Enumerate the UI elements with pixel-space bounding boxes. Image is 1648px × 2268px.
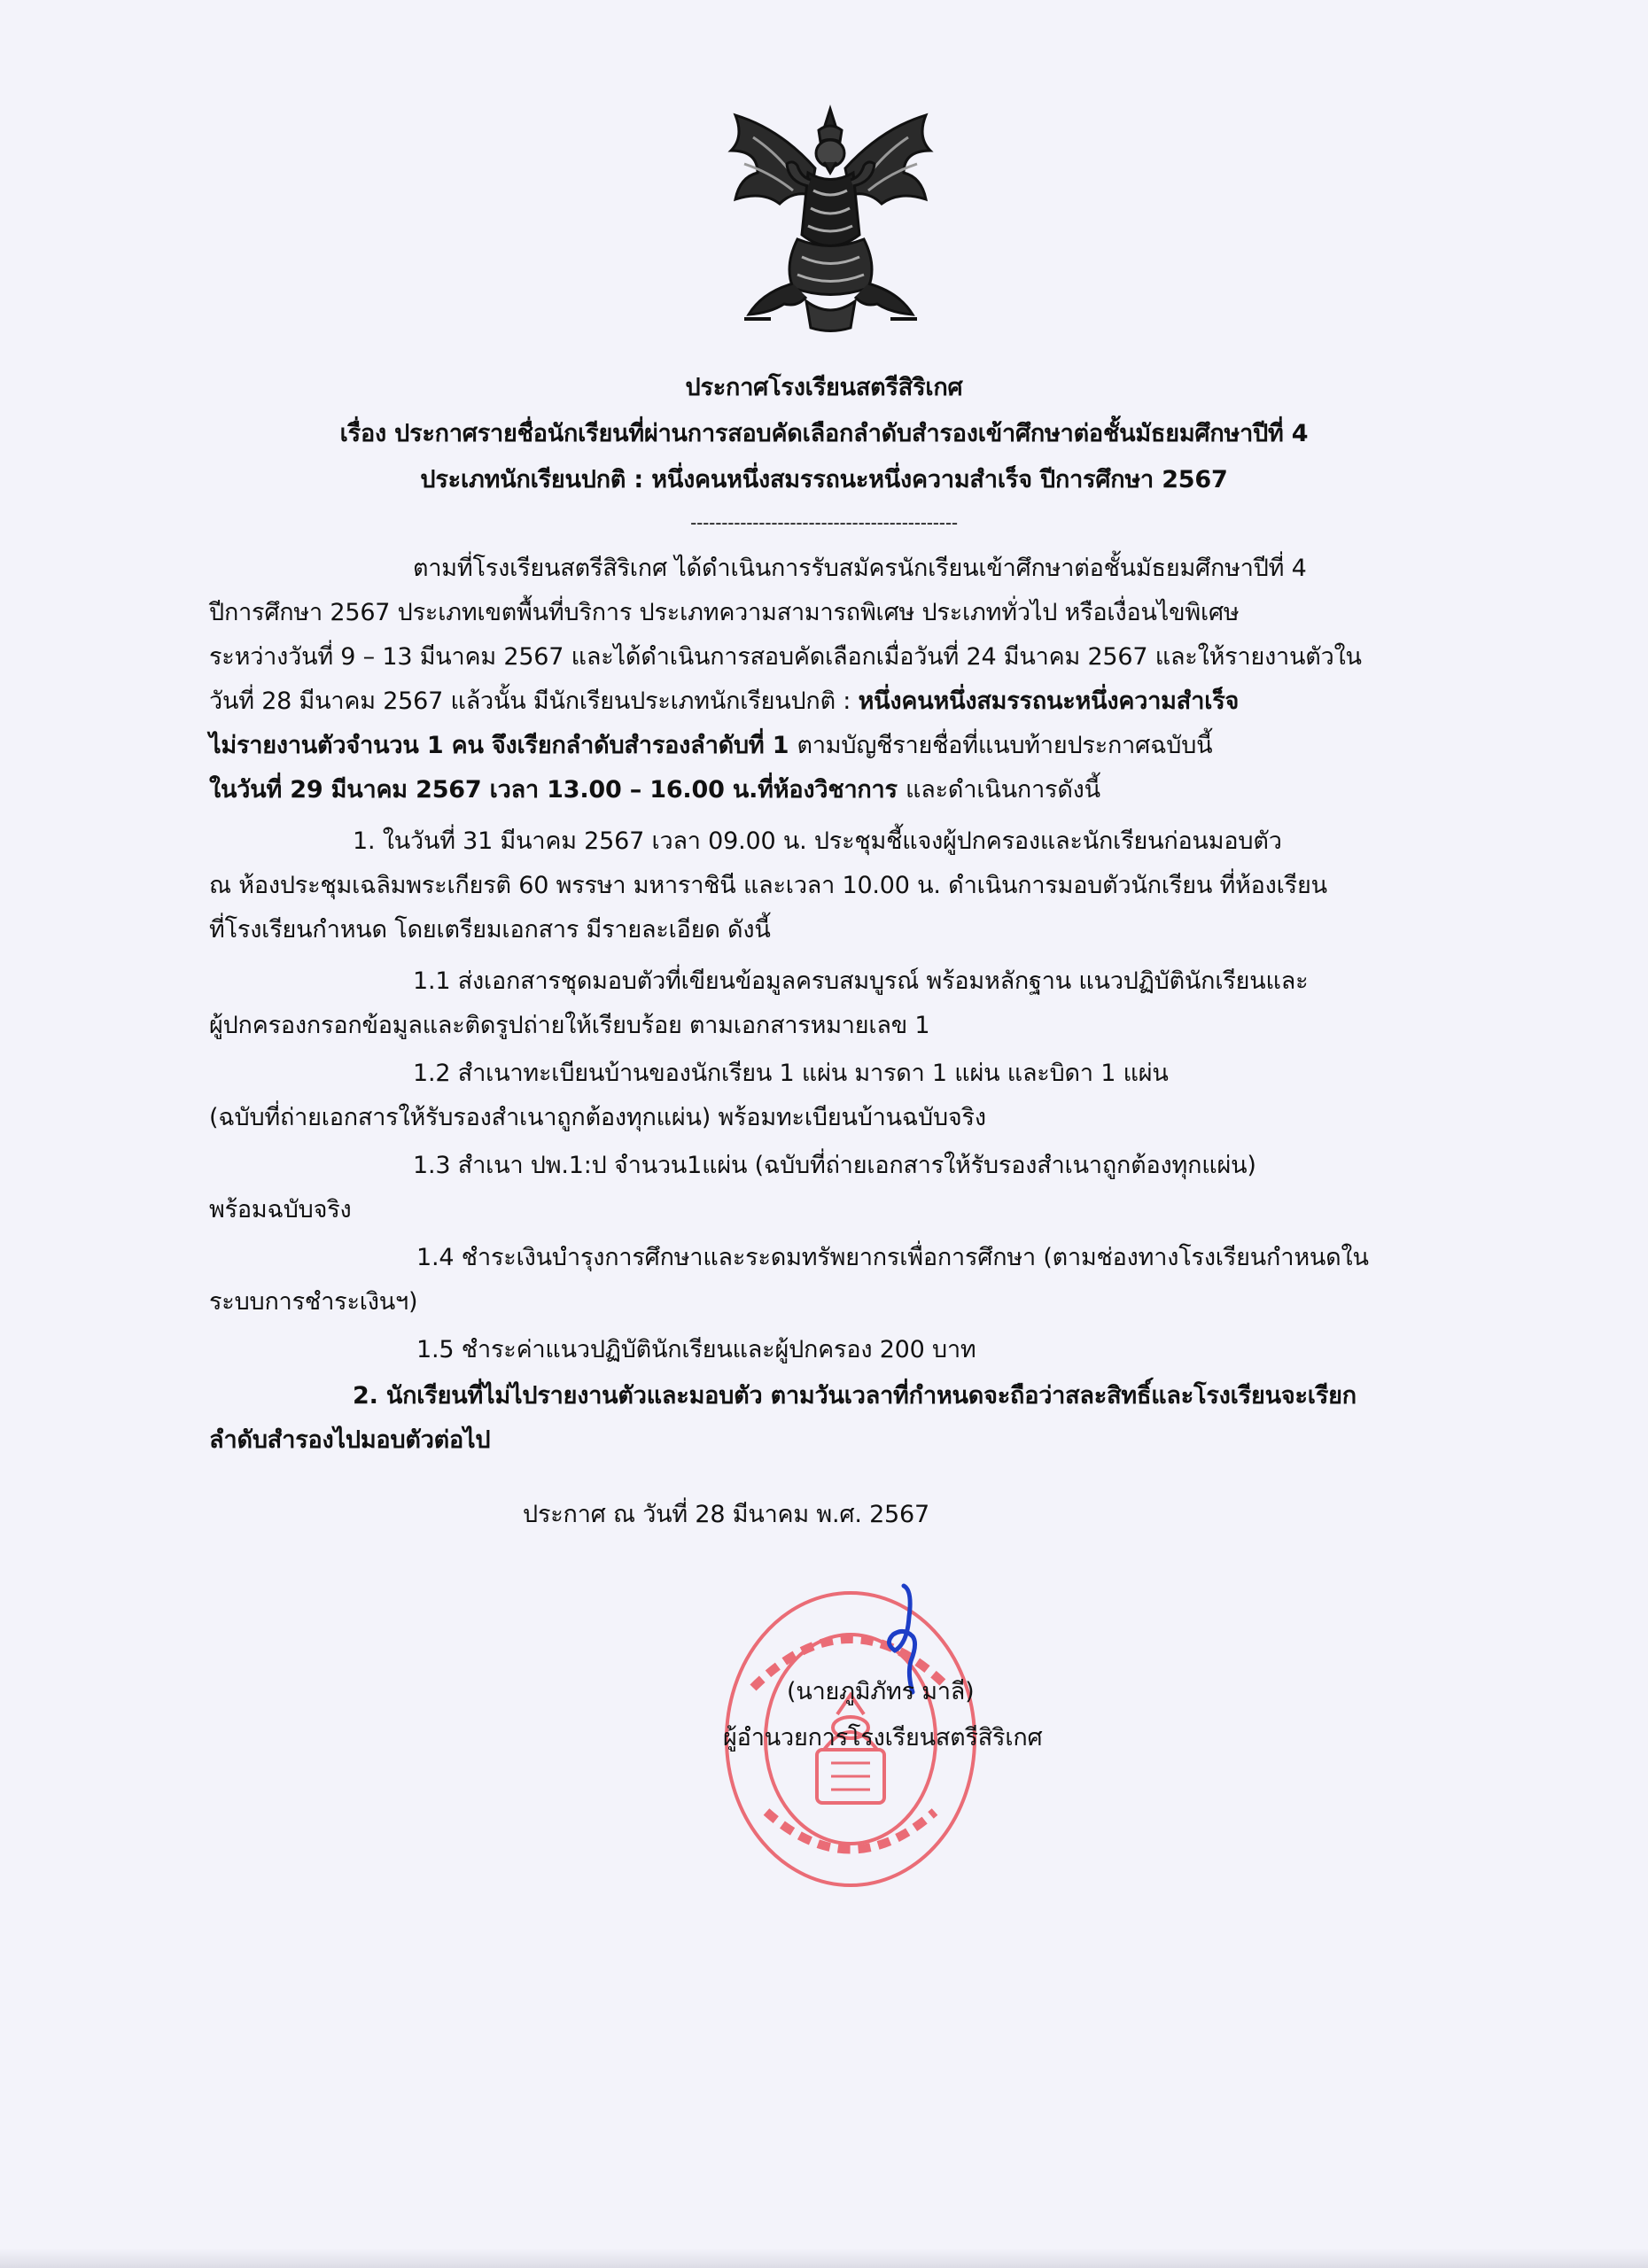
list-item-2: 2. นักเรียนที่ไม่ไปรายงานตัวและมอบตัว ตามวันเวลาที่กำหนดจะถือว่าสละสิทธิ์และโรงเรียนจะเรียก bbox=[353, 1382, 1356, 1410]
list-item-2-cont: ลำดับสำรองไปมอบตัวต่อไป bbox=[209, 1426, 491, 1454]
signer-title: ผู้อำนวยการโรงเรียนสตรีสิริเกศ bbox=[723, 1724, 1043, 1751]
sub-item-1-1: 1.1 ส่งเอกสารชุดมอบตัวที่เขียนข้อมูลครบสมบูรณ์ พร้อมหลักฐาน แนวปฏิบัตินักเรียนและ bbox=[413, 967, 1309, 995]
emphasis-text: ในวันที่ 29 มีนาคม 2567 เวลา 13.00 – 16.00 น.ที่ห้องวิชาการ bbox=[209, 776, 906, 804]
emphasis-text: ไม่รายงานตัวจำนวน 1 คน จึงเรียกลำดับสำรองลำดับที่ 1 bbox=[209, 732, 797, 759]
announcement-date: ประกาศ ณ วันที่ 28 มีนาคม พ.ศ. 2567 bbox=[523, 1501, 929, 1528]
announcement-title: ประกาศโรงเรียนสตรีสิริเกศ bbox=[685, 374, 963, 401]
header-divider: ------------------------------------------- bbox=[690, 512, 958, 533]
sub-item-1-4-cont: ระบบการชำระเงินฯ) bbox=[209, 1288, 418, 1316]
page-edge bbox=[0, 2249, 1648, 2268]
sub-item-1-4: 1.4 ชำระเงินบำรุงการศึกษาและระดมทรัพยากรเพื่อการศึกษา (ตามช่องทางโรงเรียนกำหนดใน bbox=[416, 1244, 1369, 1271]
list-item-1: 1. ในวันที่ 31 มีนาคม 2567 เวลา 09.00 น. ประชุมชี้แจงผู้ปกครองและนักเรียนก่อนมอบตัว bbox=[353, 827, 1282, 855]
paragraph-line bbox=[209, 773, 1100, 808]
list-item-1-cont: ณ ห้องประชุมเฉลิมพระเกียรติ 60 พรรษา มหาราชินี และเวลา 10.00 น. ดำเนินการมอบตัวนักเรียน ที่ห้องเรียน bbox=[209, 872, 1327, 899]
sub-item-1-3: 1.3 สำเนา ปพ.1:ป จำนวน1แผ่น (ฉบับที่ถ่ายเอกสารให้รับรองสำเนาถูกต้องทุกแผ่น) bbox=[413, 1152, 1256, 1179]
sub-item-1-1-cont: ผู้ปกครองกรอกข้อมูลและติดรูปถ่ายให้เรียบร้อย ตามเอกสารหมายเลข 1 bbox=[209, 1012, 930, 1039]
paragraph-line: ตามที่โรงเรียนสตรีสิริเกศ ได้ดำเนินการรับสมัครนักเรียนเข้าศึกษาต่อชั้นมัธยมศึกษาปีที่ 4 bbox=[413, 555, 1307, 582]
garuda-emblem-icon bbox=[709, 102, 952, 337]
sub-item-1-2: 1.2 สำเนาทะเบียนบ้านของนักเรียน 1 แผ่น มารดา 1 แผ่น และบิดา 1 แผ่น bbox=[413, 1060, 1169, 1087]
announcement-category: ประเภทนักเรียนปกติ : หนึ่งคนหนึ่งสมรรถนะหนึ่งความสำเร็จ ปีการศึกษา 2567 bbox=[420, 466, 1228, 493]
signer-name: (นายภูมิภัทร มาลี) bbox=[787, 1678, 975, 1705]
paragraph-line bbox=[209, 728, 1212, 764]
paragraph-text: และดำเนินการดังนี้ bbox=[906, 776, 1100, 804]
paragraph-text: วันที่ 28 มีนาคม 2567 แล้วนั้น มีนักเรียนประเภทนักเรียนปกติ : bbox=[209, 687, 859, 715]
paragraph-line bbox=[209, 684, 1239, 719]
paragraph-text: ตามบัญชีรายชื่อที่แนบท้ายประกาศฉบับนี้ bbox=[797, 732, 1213, 759]
announcement-subject: เรื่อง ประกาศรายชื่อนักเรียนที่ผ่านการสอบคัดเลือกลำดับสำรองเข้าศึกษาต่อชั้นมัธยมศึกษาปีที่ 4 bbox=[339, 420, 1309, 447]
paragraph-line: ระหว่างวันที่ 9 – 13 มีนาคม 2567 และได้ดำเนินการสอบคัดเลือกเมื่อวันที่ 24 มีนาคม 2567 และให้รายงานตัวใน bbox=[209, 643, 1362, 671]
sub-item-1-2-cont: (ฉบับที่ถ่ายเอกสารให้รับรองสำเนาถูกต้องทุกแผ่น) พร้อมทะเบียนบ้านฉบับจริง bbox=[209, 1104, 986, 1131]
paragraph-line: ปีการศึกษา 2567 ประเภทเขตพื้นที่บริการ ประเภทความสามารถพิเศษ ประเภททั่วไป หรือเงื่อนไขพิเศษ bbox=[209, 599, 1240, 626]
list-item-1-cont: ที่โรงเรียนกำหนด โดยเตรียมเอกสาร มีรายละเอียด ดังนี้ bbox=[209, 916, 771, 944]
emphasis-text: หนึ่งคนหนึ่งสมรรถนะหนึ่งความสำเร็จ bbox=[858, 687, 1240, 715]
sub-item-1-5: 1.5 ชำระค่าแนวปฏิบัตินักเรียนและผู้ปกครอง 200 บาท bbox=[416, 1336, 976, 1363]
sub-item-1-3-cont: พร้อมฉบับจริง bbox=[209, 1196, 352, 1223]
